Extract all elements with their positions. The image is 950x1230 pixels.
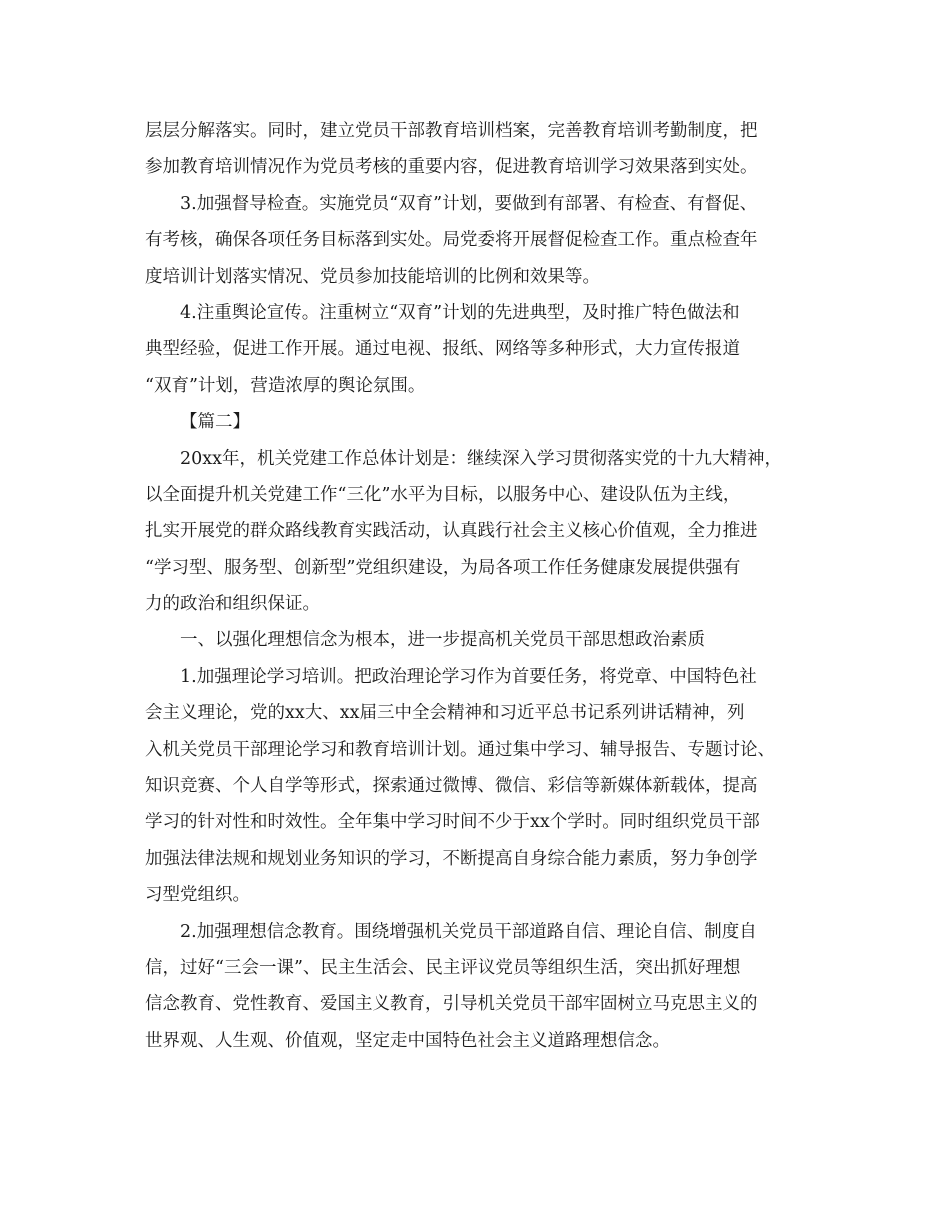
text-line: 知识竞赛、个人自学等形式，探索通过微博、微信、彩信等新媒体新载体，提高 — [145, 776, 758, 797]
text-line: 扎实开展党的群众路线教育实践活动，认真践行社会主义核心价值观，全力推进 — [145, 521, 758, 542]
document-body — [145, 113, 825, 1059]
text-line: 入机关党员干部理论学习和教育培训计划。通过集中学习、辅导报告、专题讨论、 — [145, 739, 775, 760]
text-line: 习型党组织。 — [145, 885, 250, 906]
text-line: 加强法律法规和规划业务知识的学习，不断提高自身综合能力素质，努力争创学 — [145, 848, 758, 869]
text-line: 学习的针对性和时效性。全年集中学习时间不少于xx个学时。同时组织党员干部 — [145, 812, 760, 833]
text-line: “双育”计划，营造浓厚的舆论氛围。 — [145, 375, 426, 396]
text-line: “学习型、服务型、创新型”党组织建设，为局各项工作任务健康发展提供强有 — [145, 557, 741, 578]
text-line: 20xx年，机关党建工作总体计划是：继续深入学习贯彻落实党的十九大精神， — [180, 448, 783, 469]
text-line: 信念教育、党性教育、爱国主义教育，引导机关党员干部牢固树立马克思主义的 — [145, 994, 758, 1015]
text-line: 以全面提升机关党建工作“三化”水平为目标，以服务中心、建设队伍为主线， — [145, 484, 741, 505]
text-line: 信，过好“三会一课”、民主生活会、民主评议党员等组织生活，突出抓好理想 — [145, 957, 741, 978]
text-line: 一、以强化理想信念为根本，进一步提高机关党员干部思想政治素质 — [180, 630, 705, 651]
text-line: 【篇二】 — [180, 412, 250, 433]
text-line: 度培训计划落实情况、党员参加技能培训的比例和效果等。 — [145, 266, 600, 287]
text-line: 力的政治和组织保证。 — [145, 594, 320, 615]
text-line: 世界观、人生观、价值观，坚定走中国特色社会主义道路理想信念。 — [145, 1030, 670, 1051]
text-line: 典型经验，促进工作开展。通过电视、报纸、网络等多种形式，大力宣传报道 — [145, 339, 740, 360]
text-line: 会主义理论，党的xx大、xx届三中全会精神和习近平总书记系列讲话精神，列 — [145, 703, 745, 724]
text-line: 1.加强理论学习培训。把政治理论学习作为首要任务，将党章、中国特色社 — [180, 666, 757, 687]
text-line: 有考核，确保各项任务目标落到实处。局党委将开展督促检查工作。重点检查年 — [145, 230, 758, 251]
text-line: 3.加强督导检查。实施党员“双育”计划，要做到有部署、有检查、有督促、 — [180, 193, 758, 214]
text-line: 参加教育培训情况作为党员考核的重要内容，促进教育培训学习效果落到实处。 — [145, 157, 758, 178]
text-line: 4.注重舆论宣传。注重树立“双育”计划的先进典型，及时推广特色做法和 — [180, 302, 740, 323]
text-line: 层层分解落实。同时，建立党员干部教育培训档案，完善教育培训考勤制度，把 — [145, 121, 758, 141]
text-line: 2.加强理想信念教育。围绕增强机关党员干部道路自信、理论自信、制度自 — [180, 921, 757, 942]
